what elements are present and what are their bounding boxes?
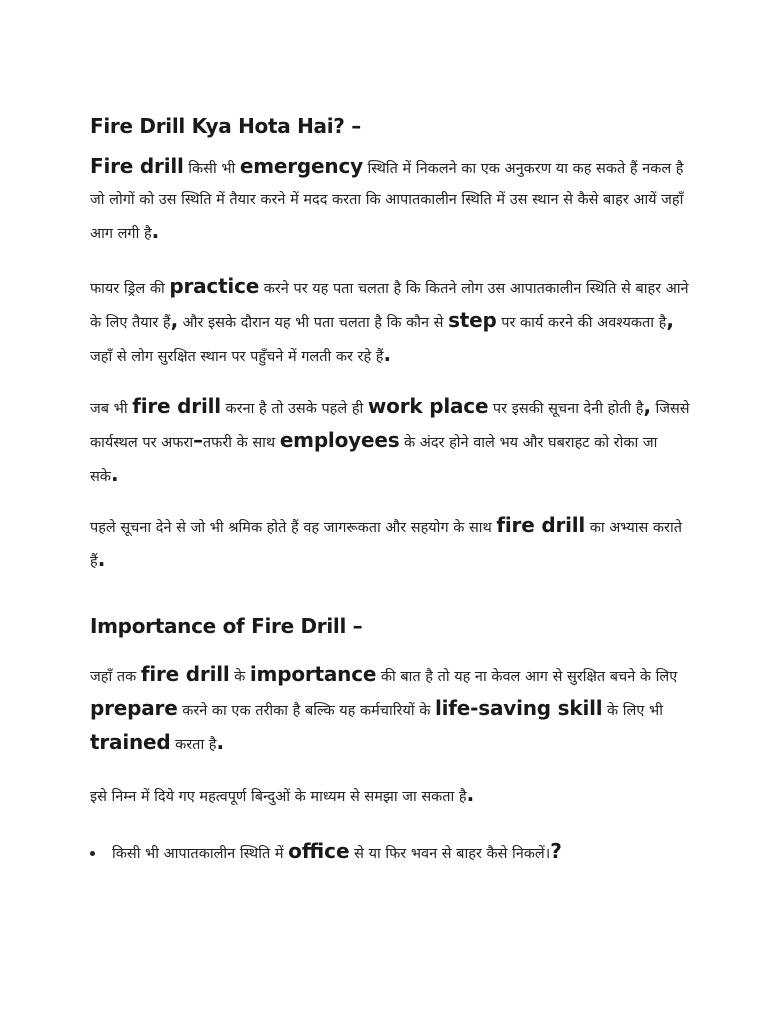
emphasis-term: prepare	[90, 696, 178, 720]
paragraph-definition: Fire drill किसी भी emergency स्थिति में निकलने का एक अनुकरण या कह सकते हैं नकल है जो लोगों को उस स्थिति में तैयार करने में मदद करता कि आपातकालीन स्थिति में उस स्थान से कैसे बाहर आयें जहाँ आग लगी है.	[90, 154, 684, 243]
list-item: किसी भी आपातकालीन स्थिति में office से या फिर भवन से बाहर कैसे निकलें।?	[90, 836, 710, 870]
emphasis-term: fire drill	[496, 513, 586, 537]
bullet-list	[90, 836, 710, 870]
emphasis-term: importance	[249, 662, 377, 686]
emphasis-term: life-saving skill	[434, 696, 603, 720]
emphasis-term: trained	[90, 730, 171, 754]
emphasis-term: work place	[367, 394, 489, 418]
emphasis-term: Fire drill	[90, 154, 184, 178]
emphasis-term: emergency	[239, 154, 363, 178]
emphasis-term: step	[448, 308, 497, 332]
emphasis-term: employees	[279, 428, 400, 452]
paragraph-points-intro: इसे निम्न में दिये गए महत्वपूर्ण बिन्दुओं के माध्यम से समझा जा सकता है.	[90, 782, 474, 806]
emphasis-term: office	[288, 839, 350, 863]
heading-fire-drill-kya-hota-hai: Fire Drill Kya Hota Hai? –	[90, 114, 361, 138]
paragraph-awareness: पहले सूचना देने से जो भी श्रमिक होते हैं वह जागरूकता और सहयोग के साथ fire drill का अभ्यास कराते हैं.	[90, 513, 682, 571]
heading-importance-of-fire-drill: Importance of Fire Drill –	[90, 614, 363, 638]
emphasis-term: fire drill	[132, 394, 221, 418]
emphasis-term: fire drill	[140, 662, 230, 686]
paragraph-notice: जब भी fire drill करना है तो उसके पहले ही work place पर इसकी सूचना देनी होती है, जिससे कार्यस्थल पर अफरा–तफरी के साथ employees के अंदर होने वाले भय और घबराहट को रोका जा सके.	[90, 394, 690, 486]
emphasis-term: practice	[169, 274, 260, 298]
paragraph-practice: फायर ड्रिल की practice करने पर यह पता चलता है कि कितने लोग उस आपातकालीन स्थिति से बाहर आने के लिए तैयार हैं, और इसके दौरान यह भी पता चलता है कि कौन से step पर कार्य करने की अवश्यकता है, जहाँ से लोग सुरक्षित स्थान पर पहुँचने में गलती कर रहे हैं.	[90, 274, 689, 366]
paragraph-importance: जहाँ तक fire drill के importance की बात है तो यह ना केवल आग से सुरक्षित बचने के लिए prepare करने का एक तरीका है बल्कि यह कर्मचारियों के life-saving skill के लिए भी trained करता है.	[90, 662, 678, 754]
